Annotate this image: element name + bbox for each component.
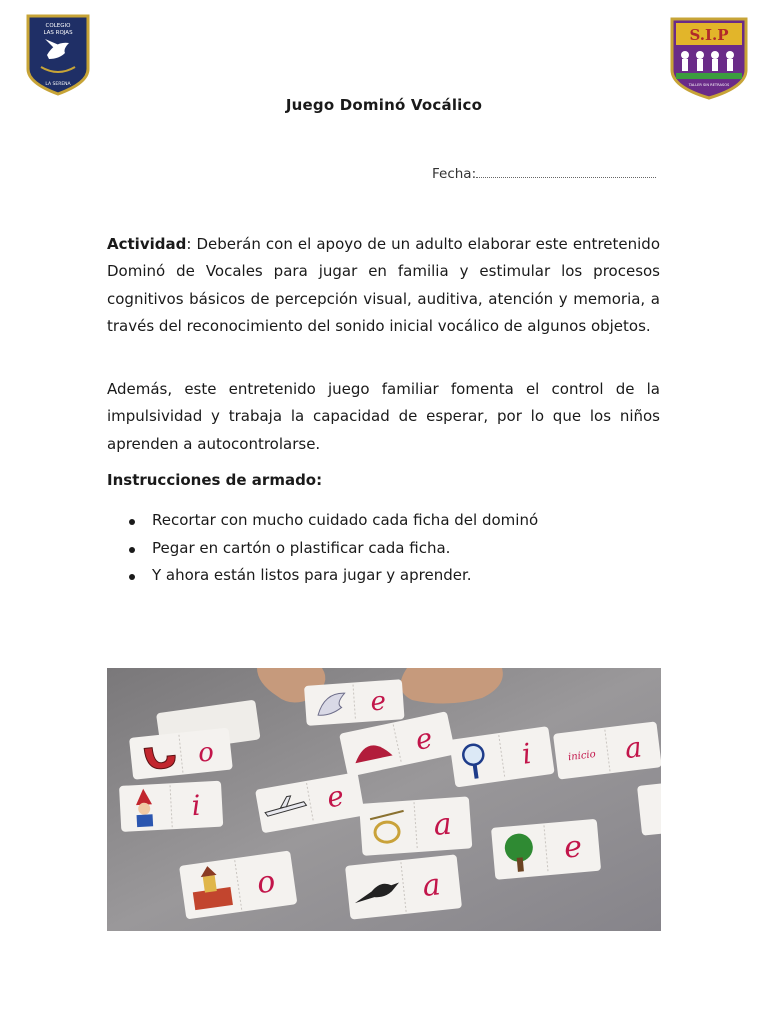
instructions-list <box>127 507 538 590</box>
tile-letter: a <box>420 867 443 904</box>
date-label: Fecha: <box>432 166 477 182</box>
tile-letter: a <box>622 730 644 766</box>
tile-letter: i <box>190 788 202 823</box>
domino-tile <box>119 781 223 832</box>
logo-right-motto: TALLER SIN RETRASOS <box>688 83 730 87</box>
tile-letter: e <box>412 721 436 757</box>
tile-letter: e <box>369 686 388 718</box>
domino-tile <box>304 679 405 726</box>
list-item: Y ahora están listos para jugar y aprender. <box>127 562 538 590</box>
logo-left-motto: LA SERENA <box>45 82 71 87</box>
domino-tile <box>359 796 472 856</box>
activity-paragraph <box>107 231 660 340</box>
activity-label: Actividad <box>107 235 187 253</box>
date-blank <box>476 166 656 178</box>
activity-text: : Deberán con el apoyo de un adulto elaborar este entretenido Dominó de Vocales para jugar en familia y estimular los procesos cognitivos básicos de percepción visual, auditiva, atención y memoria, a través del reconocimiento del sonido inicial vocálico de algunos objetos. <box>107 235 660 335</box>
date-line <box>432 166 656 182</box>
logo-left-line2: LAS ROJAS <box>43 30 73 36</box>
school-logo-left <box>25 13 91 97</box>
domino-tile <box>491 819 601 880</box>
tile-word: inicio <box>567 748 597 764</box>
instructions-heading: Instrucciones de armado: <box>107 471 323 489</box>
logo-right-letters: S.I.P <box>689 26 729 44</box>
benefits-paragraph: Además, este entretenido juego familiar fomenta el control de la impulsividad y trabaja la capacidad de esperar, por lo que los niños aprenden a autocontrolarse. <box>107 380 660 453</box>
list-item: Recortar con mucho cuidado cada ficha del dominó <box>127 507 538 535</box>
tile-letter: i <box>519 736 534 771</box>
tile-letter: o <box>196 737 216 769</box>
page-title: Juego Dominó Vocálico <box>285 96 483 114</box>
tile-letter: a <box>432 806 453 843</box>
list-item: Pegar en cartón o plastificar cada ficha. <box>127 535 538 563</box>
tile-letter: e <box>562 829 584 866</box>
school-logo-right <box>668 15 750 101</box>
domino-photo <box>107 668 661 931</box>
logo-left-line1: COLEGIO <box>45 23 71 29</box>
tile-letter: o <box>254 863 278 902</box>
tile-letter: e <box>324 778 347 815</box>
